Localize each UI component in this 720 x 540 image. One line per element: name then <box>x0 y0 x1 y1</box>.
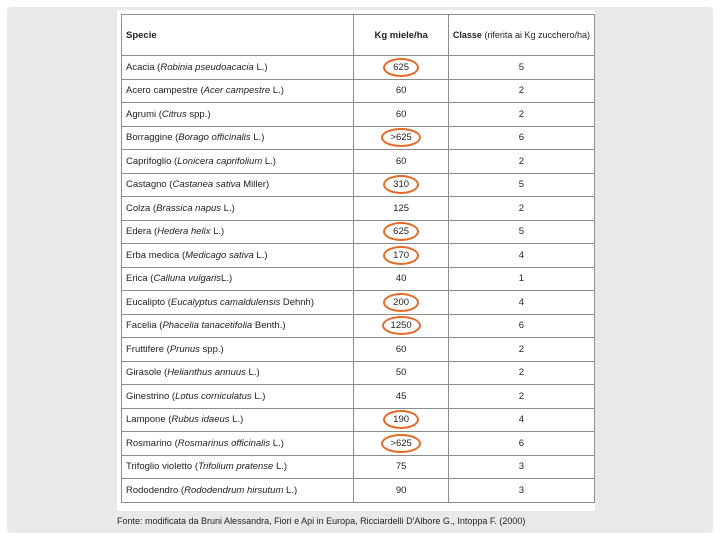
kg-value-circled: >625 <box>381 128 420 147</box>
species-author: L.) <box>270 437 284 449</box>
kg-honey-cell <box>354 220 449 244</box>
kg-honey-cell <box>354 126 449 150</box>
kg-honey-cell <box>354 244 449 268</box>
species-common-name: Castagno ( <box>126 179 173 191</box>
kg-value: 60 <box>395 108 407 120</box>
kg-honey-cell <box>354 197 449 221</box>
kg-honey-cell <box>354 79 449 103</box>
class-cell: 2 <box>448 197 594 221</box>
species-common-name: Borraggine ( <box>126 132 179 144</box>
species-cell <box>122 291 354 315</box>
kg-value: 75 <box>395 461 407 473</box>
species-author: L.) <box>221 273 233 285</box>
table-row <box>122 291 595 315</box>
species-common-name: Rosmarino ( <box>126 437 178 449</box>
species-latin-name: Prunus <box>169 343 200 355</box>
kg-honey-cell <box>354 432 449 456</box>
kg-honey-cell <box>354 338 449 362</box>
kg-value: 45 <box>395 390 407 402</box>
species-cell <box>122 479 354 503</box>
species-latin-name: Castanea sativa <box>172 179 241 191</box>
species-common-name: Rododendro ( <box>126 484 185 496</box>
species-author: L.) <box>251 390 266 402</box>
kg-value-circled: 625 <box>383 58 419 77</box>
kg-honey-cell <box>354 361 449 385</box>
kg-value: 90 <box>395 484 407 496</box>
class-cell: 2 <box>448 338 594 362</box>
species-author: L.) <box>253 61 268 73</box>
species-common-name: Trifoglio violetto ( <box>126 461 198 473</box>
species-author: L.) <box>262 155 276 167</box>
species-latin-name: Rosmarinus officinalis <box>177 437 271 449</box>
species-latin-name: Calluna vulgaris <box>153 273 222 285</box>
table-row <box>122 103 595 127</box>
species-cell <box>122 220 354 244</box>
kg-honey-cell <box>354 173 449 197</box>
species-latin-name: Citrus <box>161 108 187 120</box>
class-cell: 2 <box>448 103 594 127</box>
species-common-name: Ginestrino ( <box>126 390 176 402</box>
species-latin-name: Acer campestre <box>203 85 271 97</box>
class-cell: 6 <box>448 432 594 456</box>
species-author: L.) <box>245 367 260 379</box>
species-latin-name: Phacelia tanacetifolia <box>162 320 253 332</box>
kg-value-circled: 170 <box>383 246 419 265</box>
species-latin-name: Helianthus annuus <box>167 367 246 379</box>
species-author: L.) <box>273 461 288 473</box>
kg-honey-cell <box>354 408 449 432</box>
table-row <box>122 455 595 479</box>
species-cell <box>122 267 354 291</box>
kg-honey-cell <box>354 103 449 127</box>
species-latin-name: Robinia pseudoacacia <box>160 61 254 73</box>
species-cell <box>122 79 354 103</box>
class-cell: 6 <box>448 126 594 150</box>
kg-value: 125 <box>393 202 410 214</box>
species-latin-name: Lotus corniculatus <box>175 390 252 402</box>
kg-value: 40 <box>395 273 407 285</box>
class-cell: 4 <box>448 244 594 268</box>
table-header-row <box>122 15 595 56</box>
class-cell: 3 <box>448 455 594 479</box>
header-class-note: (riferita ai Kg zucchero/ha) <box>484 29 590 40</box>
table-row <box>122 56 595 80</box>
table-row <box>122 79 595 103</box>
species-common-name: Fruttifere ( <box>126 343 170 355</box>
species-author: Benth.) <box>252 320 286 332</box>
species-cell <box>122 455 354 479</box>
table-row <box>122 314 595 338</box>
class-cell: 6 <box>448 314 594 338</box>
kg-value-circled: 310 <box>383 175 419 194</box>
kg-value: 50 <box>395 367 407 379</box>
species-common-name: Eucalipto ( <box>126 296 171 308</box>
class-cell: 2 <box>448 361 594 385</box>
species-common-name: Acacia ( <box>126 61 161 73</box>
class-cell: 1 <box>448 267 594 291</box>
species-cell <box>122 197 354 221</box>
species-cell <box>122 244 354 268</box>
table-row <box>122 150 595 174</box>
kg-honey-cell <box>354 385 449 409</box>
class-cell: 4 <box>448 408 594 432</box>
kg-value-circled: 200 <box>383 293 419 312</box>
kg-value-circled: 625 <box>383 222 419 241</box>
species-common-name: Girasole ( <box>126 367 168 379</box>
species-common-name: Colza ( <box>126 202 157 214</box>
species-author: Dehnh) <box>280 296 315 308</box>
species-common-name: Lampone ( <box>126 414 172 426</box>
kg-value-circled: 1250 <box>382 316 421 335</box>
species-cell <box>122 338 354 362</box>
table-row <box>122 408 595 432</box>
species-common-name: Edera ( <box>126 226 158 238</box>
species-author: L.) <box>270 85 284 97</box>
species-author: spp.) <box>186 108 211 120</box>
species-common-name: Erba medica ( <box>126 249 186 261</box>
table-row <box>122 173 595 197</box>
kg-value-circled: 190 <box>383 410 419 429</box>
class-cell: 4 <box>448 291 594 315</box>
species-latin-name: Hedera helix <box>157 226 211 238</box>
species-author: L.) <box>283 484 298 496</box>
class-cell: 3 <box>448 479 594 503</box>
species-cell <box>122 103 354 127</box>
class-cell: 5 <box>448 56 594 80</box>
species-latin-name: Rododendrum hirsutum <box>184 484 284 496</box>
species-author: Miller) <box>240 179 270 191</box>
kg-value: 60 <box>395 343 407 355</box>
class-cell: 2 <box>448 79 594 103</box>
species-common-name: Agrumi ( <box>126 108 162 120</box>
kg-honey-cell <box>354 56 449 80</box>
kg-value: 60 <box>395 155 407 167</box>
kg-honey-cell <box>354 291 449 315</box>
species-latin-name: Eucalyptus camaldulensis <box>170 296 281 308</box>
species-common-name: Caprifoglio ( <box>126 155 178 167</box>
species-cell <box>122 314 354 338</box>
table-row <box>122 385 595 409</box>
species-author: spp.) <box>199 343 224 355</box>
class-cell: 2 <box>448 150 594 174</box>
species-author: L.) <box>229 414 244 426</box>
class-cell: 5 <box>448 173 594 197</box>
table-card <box>117 10 595 511</box>
kg-honey-cell <box>354 314 449 338</box>
species-common-name: Acero campestre ( <box>126 85 204 97</box>
species-latin-name: Borago officinalis <box>178 132 251 144</box>
species-latin-name: Brassica napus <box>156 202 222 214</box>
species-cell <box>122 56 354 80</box>
table-row <box>122 197 595 221</box>
header-kg-honey-per-ha: Kg miele/ha <box>354 15 449 56</box>
table-row <box>122 220 595 244</box>
table-row <box>122 479 595 503</box>
table-row <box>122 338 595 362</box>
kg-honey-cell <box>354 267 449 291</box>
species-latin-name: Lonicera caprifolium <box>177 155 263 167</box>
honey-yield-table <box>121 14 595 503</box>
source-note: Fonte: modificata da Bruni Alessandra, Fiori e Api in Europa, Ricciardelli D'Albore G., Intoppa F. (2000) <box>117 516 526 526</box>
header-class <box>448 15 594 56</box>
header-species: Specie <box>122 15 354 56</box>
species-latin-name: Medicago sativa <box>185 249 254 261</box>
kg-honey-cell <box>354 455 449 479</box>
species-author: L.) <box>250 132 265 144</box>
species-cell <box>122 432 354 456</box>
species-cell <box>122 385 354 409</box>
kg-honey-cell <box>354 150 449 174</box>
species-cell <box>122 150 354 174</box>
species-cell <box>122 408 354 432</box>
kg-value-circled: >625 <box>381 434 420 453</box>
species-author: L.) <box>210 226 225 238</box>
table-row <box>122 267 595 291</box>
kg-honey-cell <box>354 479 449 503</box>
header-class-bold: Classe <box>452 29 482 40</box>
kg-value: 60 <box>395 85 407 97</box>
species-cell <box>122 173 354 197</box>
species-author: L.) <box>221 202 235 214</box>
species-common-name: Facelia ( <box>126 320 163 332</box>
table-row <box>122 126 595 150</box>
species-author: L.) <box>253 249 268 261</box>
table-row <box>122 432 595 456</box>
species-latin-name: Trifolium pratense <box>197 461 274 473</box>
table-row <box>122 244 595 268</box>
species-cell <box>122 126 354 150</box>
species-cell <box>122 361 354 385</box>
class-cell: 2 <box>448 385 594 409</box>
species-latin-name: Rubus idaeus <box>171 414 230 426</box>
class-cell: 5 <box>448 220 594 244</box>
table-row <box>122 361 595 385</box>
table-body <box>122 56 595 503</box>
species-common-name: Erica ( <box>126 273 154 285</box>
